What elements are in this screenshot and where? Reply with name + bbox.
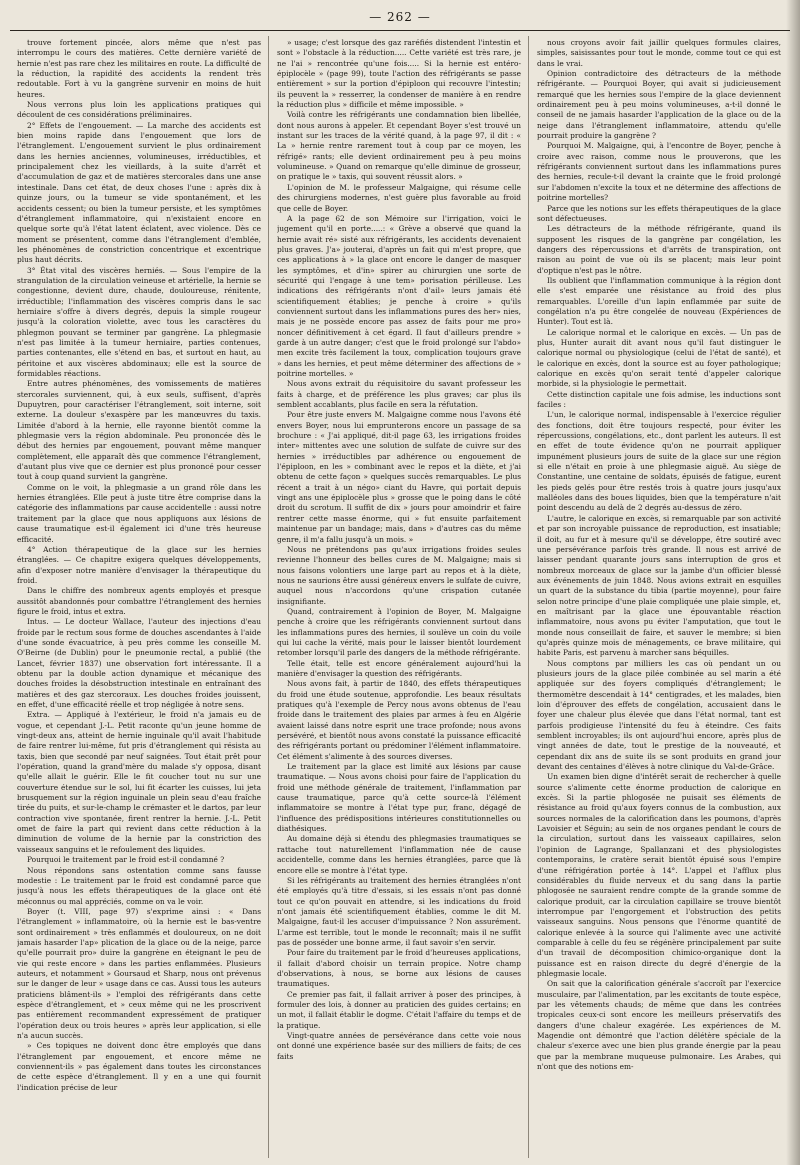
paragraph: Extra. — Appliqué à l'extérieur, le froid n'a jamais eu de vogue, et cependant J.-L. Petit raconte qu'un jeune homme de vingt-deux ans, atteint de hernie inguinale qu'il avait l'habitude de faire rentrer lui-même, fut pris d'étranglement qui résista au taxis, bien que secondé par neuf saignées. Tout était prêt pour l'opération, quand la grand'mère du malade s'y opposa, disant qu'elle allait le guérir. Elle le fit coucher tout nu sur une couverture étendue sur le sol, lui fit écarter les cuisses, lui jeta brusquement sur la région inguinale un plein seau d'eau fraîche tirée du puits, et sur-le-champ le crémaster et le dartos, par leur contraction vive spontanée, firent rentrer la hernie. J.-L. Petit omet de faire la part qui revient dans cette réduction à la diminution de volume de la hernie par la constriction des vaisseaux sanguins et le refoulement des liquides. bbox=[17, 710, 261, 854]
paragraph: Intus. — Le docteur Wallace, l'auteur des injections d'eau froide par le rectum sous forme de douches ascendantes à l'aide d'une sonde évacuatrice, à peu près comme les conseille M. O'Beirne (de Dublin) pour le pneumonie rectal, a publié (the Lancet, février 1837) une observation fort intéressante. Il a obtenu par la double action dynamique et mécanique des douches froides la désobstruction intestinale en entraînant des matières et des gaz stercoraux. Les douches froides jouissent, en effet, d'une efficacité réelle et trop négligée à notre sens. bbox=[17, 617, 261, 709]
paragraph: Telle était, telle est encore généralement aujourd'hui la manière d'envisager la question des réfrigérants. bbox=[277, 658, 521, 678]
paragraph: nous croyons avoir fait jaillir quelques formules claires, simples, saisissantes pour tout le monde, comme tout ce qui est dans le vrai. bbox=[537, 38, 781, 68]
paragraph: Si les réfrigérants au traitement des hernies étranglées n'ont été employés qu'à titre d'essais, si les essais n'ont pas donné tout ce qu'on pouvait en attendre, si les indications du froid n'ont jamais été scientifiquement établies, comme le dit M. Malgaigne, faut-il les accuser d'impuissance ? Non assurément. L'arme est terrible, tout le monde le reconnaît; mais il ne suffit pas de posséder une bonne arme, il faut savoir s'en servir. bbox=[277, 875, 521, 947]
paragraph: Nous ne prétendons pas qu'aux irrigations froides seules revienne l'honneur des belles cures de M. Malgaigne; mais si nous faisons volontiers une large part au repos et à la diète, nous ne saurions être aussi généreux envers le sulfate de cuivre, auquel nous n'accordons qu'une crispation cutanée insignifiante. bbox=[277, 544, 521, 606]
paragraph: Pourquoi M. Malgaigne, qui, à l'encontre de Boyer, penche à croire avec raison, comme nous le prouverons, que les réfrigérants conviennent surtout dans les inflammations pures des hernies, recule-t-il devant la crainte que le froid prolongé sur l'abdomen n'excite la toux et ne détermine des affections de poitrine mortelles? bbox=[537, 141, 781, 203]
paragraph: Nous répondons sans ostentation comme sans fausse modestie : Le traitement par le froid est condamné parce que jusqu'à nous les effets thérapeutiques de la glace ont été méconnus ou mal appréciés, comme on va le voir. bbox=[17, 865, 261, 906]
text-column-2 bbox=[277, 38, 521, 1158]
paragraph: Le traitement par la glace est limité aux lésions par cause traumatique. — Nous avons choisi pour faire de l'application du froid une méthode générale de traitement, l'inflammation par cause traumatique, parce qu'à cette source-là l'élément inflammatoire se montre à l'état type pur, franc, dégagé de l'influence des prédispositions intérieures constitutionnelles ou diathésiques. bbox=[277, 762, 521, 834]
paragraph: Nous verrons plus loin les applications pratiques qui découlent de ces considérations préliminaires. bbox=[17, 100, 261, 120]
paragraph: Ils oublient que l'inflammation communique à la région dont elle s'est emparée une résistance au froid des plus remarquables. L'oreille d'un lapin enflammée par suite de congélation n'a pu être congelée de nouveau (Expériences de Hunter). Tout est là. bbox=[537, 275, 781, 327]
paragraph: 4° Action thérapeutique de la glace sur les hernies étranglées. — Ce chapitre exigera quelques développements, afin d'exposer notre manière d'envisager la thérapeutique du froid. bbox=[17, 544, 261, 585]
paragraph: Cette distinction capitale une fois admise, les inductions sont faciles : bbox=[537, 389, 781, 410]
paragraph: L'opinion de M. le professeur Malgaigne, qui résume celle des chirurgiens modernes, n'est guère plus favorable au froid que celle de Boyer. bbox=[277, 182, 521, 213]
paragraph: Pour être juste envers M. Malgaigne comme nous l'avons été envers Boyer, nous lui emprunterons encore un passage de sa brochure : « J'ai appliqué, dit-il page 63, les irrigations froides inter» mittentes avec une solution de sulfate de cuivre sur des hernies » irréductibles par adhérence ou engouement de l'épiploon, en les » combinant avec le repos et la diète, et j'ai obtenu de cette façon » quelques succès remarquables. Le plus récent a trait à un négo» ciant du Havre, qui portait depuis vingt ans une épiplocèle plus » grosse que le poing dans le côté droit du scrotum. Il suffit de dix » jours pour amoindrir et faire rentrer cette masse énorme, qui » fut ensuite parfaitement maintenue par un bandage; mais, dans » d'autres cas du même genre, il m'a fallu jusqu'à un mois. » bbox=[277, 410, 521, 544]
text-column-1 bbox=[17, 38, 261, 1158]
paragraph: Opinion contradictoire des détracteurs de la méthode réfrigérante. — Pourquoi Boyer, qui avait si judicieusement remarqué que les hernies sous l'empire de la glace deviennent ordinairement peu à peu moins volumineuses, a-t-il donné le conseil de ne jamais hasarder l'application de la glace ou de la neige dans l'étranglement inflammatoire, attendu qu'elle pourrait produire la gangrène ? bbox=[537, 69, 781, 141]
paragraph: Quand, contrairement à l'opinion de Boyer, M. Malgaigne penche à croire que les réfrigérants conviennent surtout dans les inflammations pures des hernies, il soulève un coin du voile qui lui cache la vérité, mais pour le laisser bientôt lourdement retomber lorsqu'il parle des dangers de la méthode réfrigérante. bbox=[277, 606, 521, 658]
paragraph: Les détracteurs de la méthode réfrigérante, quand ils supposent les risques de la gangrène par congélation, les dangers des répercussions et d'arrêts de transpiration, ont raison au point de vue où ils se placent; mais leur point d'optique n'est pas le nôtre. bbox=[537, 224, 781, 275]
text-column-3 bbox=[537, 38, 781, 1158]
paragraph: Comme on le voit, la phlegmasie a un grand rôle dans les hernies étranglées. Elle peut à juste titre être comprise dans la catégorie des inflammations par cause accidentelle : aussi notre traitement par la glace que nous appliquons aux lésions de cause traumatique est-il également ici d'une très heureuse efficacité. bbox=[17, 482, 261, 544]
paragraph: Nous avons extrait du réquisitoire du savant professeur les faits à charge, et de préférence les plus graves; car plus ils semblent accablants, plus facile en sera la réfutation. bbox=[277, 379, 521, 410]
paragraph: Le calorique normal et le calorique en excès. — Un pas de plus, Hunter aurait dit avant nous qu'il faut distinguer le calorique normal ou physiologique (celui de l'état de santé), et le calorique en excès, dont la source est au foyer pathologique; calorique en excès qu'on serait tenté d'appeler calorique morbide, si la physiologie le permettait. bbox=[537, 327, 781, 389]
page-edge-shadow bbox=[786, 0, 800, 1165]
paragraph: Vingt-quatre années de persévérance dans cette voie nous ont donné une expérience basée sur des milliers de faits; de ces faits bbox=[277, 1031, 521, 1061]
paragraph: Nous avons fait, à partir de 1840, des effets thérapeutiques du froid une étude soutenue, approfondie. Les beaux résultats pratiques qu'à l'exemple de Percy nous avons obtenus de l'eau froide dans le traitement des plaies par armes à feu en Algérie avaient laissé dans notre esprit une trace profonde; nous avons persévéré, et bientôt nous avons constaté la puissance efficacité des réfrigérants portant ou prédominer l'élément inflammatoire. Cet élément s'alimente à des sources diverses. bbox=[277, 679, 521, 761]
paragraph: L'un, le calorique normal, indispensable à l'exercice régulier des fonctions, doit être toujours respecté, pour éviter les répercussions, congélations, etc., dont parlent les auteurs. Il est en effet de toute évidence qu'on ne pourrait appliquer impunément plusieurs jours de suite de la glace sur une région si elle n'était en proie à une phlegmasie aiguë. Au siège de Constantine, une centaine de soldats, épuisés de fatigue, eurent les pieds gelés pour être restés trois à quatre jours jusqu'aux malléoles dans des boues liquides, bien que la température n'ait point descendu au delà de 2 degrés au-dessus de zéro. bbox=[537, 410, 781, 513]
paragraph: Voilà contre les réfrigérants une condamnation bien libellée, dont nous aurons à appeler. Et cependant Boyer s'est trouvé un instant sur les traces de la vérité quand, à la page 97, il dit : « La » hernie rentre rarement tout à coup par ce moyen, les réfrigé» rants; elle devient ordinairement peu à peu moins volumineuse. » Quand on remarque qu'elle diminue de grosseur, on pratique le » taxis, qui souvent réussit alors. » bbox=[277, 110, 521, 182]
paragraph: L'autre, le calorique en excès, si remarquable par son activité et par son incroyable puissance de reproduction, est insatiable; il doit, au fur et à mesure qu'il se développe, être soutiré avec une persévérance parfois très grande. Il nous est arrivé de laisser pendant quarante jours sans interruption de gros et nombreux morceaux de glace sur la jambe d'un officier blessé aux événements de juin 1848. Nous avions extrait en esquilles un quart de la substance du tibia (partie moyenne), pour faire selon notre principe d'une plaie compliquée une plaie simple, et, en maîtrisant par la glace une épouvantable réaction inflammatoire, nous avons pu éviter l'amputation, que tout le monde nous conseillait de faire, et sauver le membre; si bien qu'après quinze mois de ménagements, ce brave militaire, qui habite Paris, est parvenu à marcher sans béquilles. bbox=[537, 513, 781, 658]
paragraph: 3° État vital des viscères herniés. — Sous l'empire de la strangulation de la circulation veineuse et artérielle, la hernie se congestionne, devient dure, chaude, douloureuse, rénitente, irréductible; l'inflammation des viscères compris dans le sac herniaire s'offre à divers degrés, depuis la simple rougeur jusqu'à la coloration violette, avec tous les caractères du phlegmon pouvant se terminer par gangrène. La phlegmasie n'est pas limitée à la tumeur herniaire, parties contenues, parties contenantes, elle s'étend en bas, et surtout en haut, au péritoine et aux viscères abdominaux; elle est la source de formidables réactions. bbox=[17, 265, 261, 378]
page-number: — 262 — bbox=[369, 10, 431, 24]
paragraph: Pourquoi le traitement par le froid est-il condamné ? bbox=[27, 855, 225, 865]
paragraph: On sait que la calorification générale s'accroît par l'exercice musculaire, par l'alimentation, par les excitants de toute espèce, par les vêtements chauds; de même que dans les contrées tropicales ceux-ci sont encore les meilleurs préservatifs des dangers d'une chaleur exagérée. Les expériences de M. Magendie ont démontré que l'action délétère spéciale de la chaleur s'exerce avec une bien plus grande énergie par la peau que par la membrane muqueuse pulmonaire. Les Arabes, qui n'ont que des notions em- bbox=[537, 979, 781, 1072]
paragraph: Au domaine déjà si étendu des phlegmasies traumatiques se rattache tout naturellement l'inflammation née de cause accidentelle, comme dans les hernies étranglées, parce que là encore elle se montre à l'état type. bbox=[277, 834, 521, 875]
paragraph: Nous comptons par milliers les cas où pendant un ou plusieurs jours de la glace pilée combinée au sel marin a été appliquée sur des foyers compliqués d'étranglement; le thermomètre descendait à 14° centigrades, et les malades, bien loin d'éprouver des effets de congélation, accusaient dans le foyer une chaleur plus élevée que dans l'état normal, tant est parfois prodigieuse l'intensité du feu à éteindre. Ces faits semblent incroyables; ils ont aujourd'hui encore, après plus de vingt années de date, tout le prestige de la nouveauté, et cependant dix ans de suite ils se sont produits en grand jour devant des centaines d'élèves à notre clinique du Val-de-Grâce. bbox=[537, 658, 781, 772]
column-divider-2 bbox=[528, 36, 529, 1158]
paragraph: » usage; c'est lorsque des gaz raréfiés distendent l'intestin et sont » l'obstacle à la réduction..... Cette variété est très rare, je ne l'ai » rencontrée qu'une fois..... Si la hernie est entéro-épiplocèle » (page 99), toute l'action des réfrigérants se passe entièrement » sur la portion d'épiploon qui recouvre l'intestin; ils peuvent la » resserrer, la condenser de manière à en rendre la réduction plus » difficile et même impossible. » bbox=[277, 38, 521, 110]
header-rule bbox=[10, 30, 790, 31]
paragraph: trouve fortement pincée, alors même que n'est pas interrompu le cours des matières. Cette dernière variété de hernie n'est pas rare chez les militaires en route. La difficulté de la réduction, la rapidité des accidents la rendent très redoutable. Fort à vu la gangrène survenir en moins de huit heures. bbox=[17, 38, 261, 99]
paragraph: Entre autres phénomènes, des vomissements de matières stercorales surviennent, qui, à eux seuls, suffisent, d'après Dupuytren, pour caractériser l'étranglement, soit interne, soit externe. La douleur s'exaspère par les manœuvres du taxis. Limitée d'abord à la hernie, elle rayonne bientôt comme la phlegmasie vers la région abdominale. Peu prononcée dès le début des hernies par engouement, pouvant même manquer complètement, elle apparaît dès que commence l'étranglement, d'autant plus vive que ce dernier est plus prononcé pour cesser tout à coup quand survient la gangrène. bbox=[17, 379, 261, 482]
paragraph: 2° Effets de l'engouement. — La marche des accidents est bien moins rapide dans l'engouement que lors de l'étranglement. L'engouement survient le plus ordinairement dans les hernies anciennes, volumineuses, irréductibles, et principalement chez les vieillards, à la suite d'arrêt et d'accumulation de gaz et de matières stercorales dans une anse intestinale. Dans cet état, de deux choses l'une : après dix à quinze jours, ou la tumeur se vide spontanément, et les accidents cessent; ou bien la tumeur persiste, et les symptômes d'étranglement inflammatoire, qui n'existaient encore en quelque sorte qu'à l'état latent éclatent, avec violence. Dès ce moment se présentent, comme dans l'étranglement d'emblée, les phénomènes de constriction concentrique et excentrique plus haut décrits. bbox=[17, 120, 261, 265]
paragraph: » Ces topiques ne doivent donc être employés que dans l'étranglement par engouement, et encore même ne conviennent-ils » pas également dans toutes les circonstances de cette espèce d'étranglement. Il y en a une qui fournit l'indication précise de leur bbox=[17, 1041, 261, 1092]
paragraph: A la page 62 de son Mémoire sur l'irrigation, voici le jugement qu'il en porte.....: « Grève a observé que quand la hernie avait ré» sisté aux réfrigérants, les accidents devenaient plus graves. J'a» jouterai, d'après un fait qui m'est propre, que ces applications à » la glace ont encore le danger de masquer les symptômes, et d'in» spirer au chirurgien une sorte de sécurité qui l'engage à une tem» porisation périlleuse. Les indications des réfrigérants n'ont d'ail» leurs jamais été scientifiquement établies; je penche à croire » qu'ils conviennent surtout dans les inflammations pures des her» nies, mais je ne possède encore pas assez de faits pour me pro» noncer définitivement à cet égard. Il faut d'ailleurs prendre » garde à un autre danger; c'est que le froid prolongé sur l'abdo» men excite très facilement la toux, complication toujours grave » dans les hernies, et peut même déterminer des affections de » poitrine mortelles. » bbox=[277, 213, 521, 378]
paragraph: Pour faire du traitement par le froid d'heureuses applications, il fallait d'abord choisir un terrain propice. Notre champ d'observations, à nous, se borne aux lésions de causes traumatiques. bbox=[277, 948, 521, 989]
paragraph: Un examen bien digne d'intérêt serait de rechercher à quelle source s'alimente cette énorme production de calorique en excès. Si la partie phlogosée ne puisait ses éléments de résistance au froid qu'aux foyers connus de la combustion, aux sources normales de la calorification dans les poumons, d'après Lavoisier et Séguin; au sein de nos organes pendant le cours de la circulation, surtout dans les vaisseaux capillaires, selon l'opinion de Lagrange, Spallanzani et des physiologistes contemporains, le cratère serait bientôt épuisé sous l'empire d'une réfrigération portée à 14°. L'appel et l'afflux plus considérables du fluide nerveux et du sang dans la partie phlogosée ne sauraient rendre compte de la grande somme de calorique produit, car la circulation capillaire se trouve bientôt interrompue par l'engorgement et l'obstruction des petits vaisseaux sanguins. Nous pensons que l'énorme quantité de calorique enlevée à la source qui l'alimente avec une activité comparable à celle du feu se régénère principalement par suite d'un travail de décomposition chimico-organique dont la puissance est en raison directe du degré d'énergie de la phlegmasie locale. bbox=[537, 772, 781, 978]
paragraph: Boyer (t. VIII, page 97) s'exprime ainsi : « Dans l'étranglement » inflammatoire, où la hernie est le bas-ventre sont ordinairement » très enflammés et douloureux, on ne doit jamais hasarder l'ap» plication de la glace ou de la neige, parce qu'elle pourrait pro» duire la gangrène en éteignant le peu de vie qui reste encore » dans les parties enflammées. Plusieurs auteurs, et notamment » Goursaud et Sharp, nous ont prévenus sur le danger de leur » usage dans ce cas. Aussi tous les auteurs praticiens blâment-ils » l'emploi des réfrigérants dans cette espèce d'étranglement, et » ceux même qui ne les proscrivent pas entièrement recommandent expressément de pratiquer l'opération deux ou trois heures » après leur application, si elle n'a aucun succès. bbox=[17, 906, 261, 1040]
paragraph: Ce premier pas fait, il fallait arriver à poser des principes, à formuler des lois, à donner au praticien des guides certains; en un mot, il fallait établir le dogme. C'était l'affaire du temps et de la pratique. bbox=[277, 989, 521, 1030]
paragraph: Parce que les notions sur les effets thérapeutiques de la glace sont défectueuses. bbox=[537, 203, 781, 223]
paragraph: Dans le chiffre des nombreux agents employés et presque aussitôt abandonnés pour combattre l'étranglement des hernies figure le froid, intus et extra. bbox=[17, 586, 261, 616]
column-divider-1 bbox=[268, 36, 269, 1158]
